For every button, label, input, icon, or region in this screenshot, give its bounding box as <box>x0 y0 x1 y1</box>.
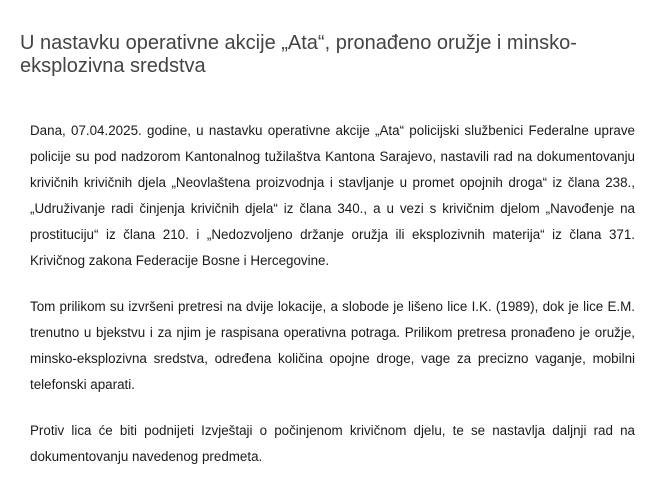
article-title: U nastavku operativne akcije „Ata“, pronađeno oružje i minsko-eksplozivna sredstva <box>20 32 577 77</box>
article-body <box>30 118 635 490</box>
article-paragraph-3: Protiv lica će biti podnijeti Izvještaji o počinjenom krivičnom djelu, te se nastavlja daljnji rad na dokumentovanju navedenog predmeta. <box>30 423 635 464</box>
article-paragraph-1: Dana, 07.04.2025. godine, u nastavku operativne akcije „Ata“ policijski službenici Federalne uprave policije su pod nadzorom Kantonalnog tužilaštva Kantona Sarajevo, nastavili rad na dokumentovanju krivičnih krivičnih djela „Neovlaštena proizvodnja i stavljanje u promet opojnih droga“ iz člana 238., „Udruživanje radi činjenja krivičnih djela“ iz člana 340., a u vezi s krivičnim djelom „Navođenje na prostituciju“ iz člana 210. i „Nedozvoljeno držanje oružja ili eksplozivnih materija“ iz člana 371. Krivičnog zakona Federacije Bosne i Hercegovine. <box>30 123 635 268</box>
article-paragraph-2: Tom prilikom su izvršeni pretresi na dvije lokacije, a slobode je lišeno lice I.K. (1989), dok je lice E.M. trenutno u bjekstvu i za njim je raspisana operativna potraga. Prilikom pretresa pronađeno je oružje, minsko-eksplozivna sredstva, određena količina opojne droge, vage za precizno vaganje, mobilni telefonski aparati. <box>30 299 635 392</box>
